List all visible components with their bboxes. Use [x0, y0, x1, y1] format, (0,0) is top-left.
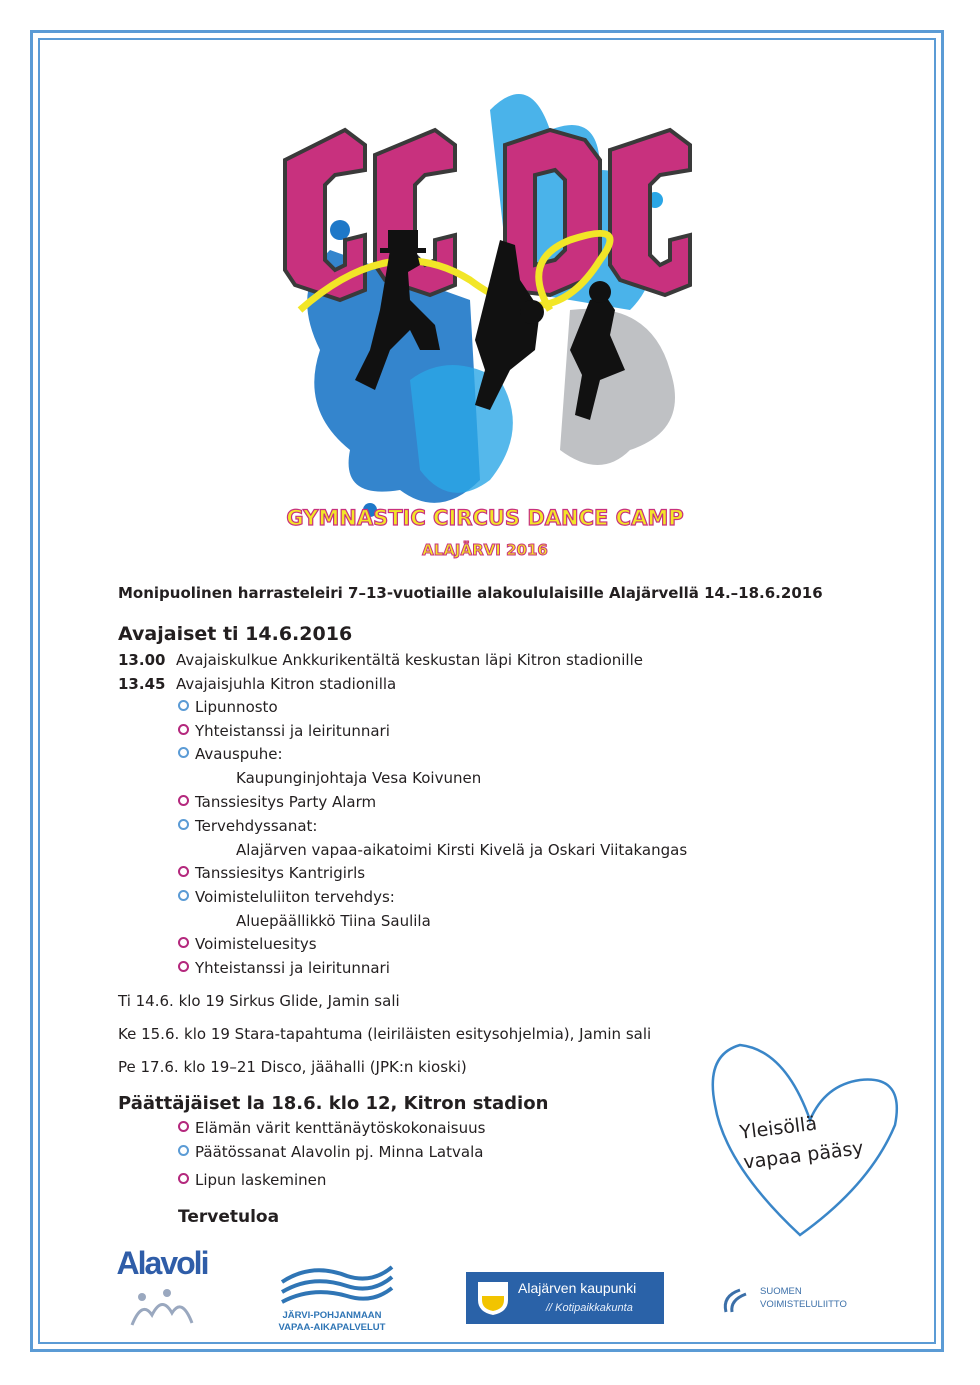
bullet-icon — [178, 724, 189, 735]
intro-text: Monipuolinen harrasteleiri 7–13-vuotiaille alakoululaisille Alajärvellä 14.–18.6.2016 — [118, 584, 823, 602]
program-item — [178, 959, 390, 977]
suomi-line1: SUOMEN — [760, 1286, 802, 1297]
jarvi-line2: VAPAA-AIKAPALVELUT — [278, 1322, 386, 1333]
program-item — [178, 1143, 483, 1161]
coat-of-arms-icon — [476, 1280, 510, 1316]
logo-subtitle: GYMNASTIC CIRCUS DANCE CAMP — [286, 506, 684, 530]
free-entry-line2: vapaa pääsy — [742, 1137, 865, 1174]
program-item-label: Tanssiesitys Party Alarm — [195, 793, 377, 811]
program-item — [178, 817, 317, 835]
program-item — [178, 1171, 326, 1189]
closing-heading: Päättäjäiset la 18.6. klo 12, Kitron stadion — [118, 1093, 549, 1114]
voimisteluliitto-logo — [718, 1280, 878, 1320]
bullet-icon — [178, 866, 189, 877]
program-item — [178, 793, 376, 811]
bullet-icon — [178, 1121, 189, 1132]
program-item-label: Lipun laskeminen — [195, 1171, 327, 1189]
program-item-label: Yhteistanssi ja leiritunnari — [195, 959, 390, 977]
program-item — [178, 1119, 485, 1137]
opening-heading: Avajaiset ti 14.6.2016 — [118, 623, 353, 645]
bullet-icon — [178, 961, 189, 972]
schedule-text: Avajaiskulkue Ankkurikentältä keskustan läpi Kitron stadionille — [176, 651, 643, 669]
program-item — [178, 745, 283, 763]
program-speaker: Alajärven vapaa-aikatoimi Kirsti Kivelä ja Oskari Viitakangas — [236, 841, 688, 859]
bullet-icon — [178, 937, 189, 948]
alavoli-wordmark: Alavoli — [116, 1245, 208, 1281]
program-item-label: Voimisteluliiton tervehdys: — [195, 888, 395, 906]
alavoli-logo — [112, 1245, 212, 1340]
bullet-icon — [178, 700, 189, 711]
schedule-time: 13.45 — [118, 675, 166, 693]
program-speaker: Kaupunginjohtaja Vesa Koivunen — [236, 769, 482, 787]
program-item — [178, 698, 278, 716]
alajarvi-city-logo — [466, 1272, 664, 1324]
schedule-row — [118, 675, 396, 693]
bullet-icon — [178, 890, 189, 901]
schedule-time: 13.00 — [118, 651, 166, 669]
program-item-label: Voimisteluesitys — [195, 935, 317, 953]
program-item-label: Yhteistanssi ja leiritunnari — [195, 722, 390, 740]
program-item-label: Lipunnosto — [195, 698, 278, 716]
bullet-icon — [178, 795, 189, 806]
program-item — [178, 935, 317, 953]
jarvi-pohjanmaa-logo — [262, 1262, 402, 1338]
bullet-icon — [178, 1145, 189, 1156]
event-line: Ke 15.6. klo 19 Stara-tapahtuma (leiriläisten esitysohjelmia), Jamin sali — [118, 1025, 652, 1043]
bullet-icon — [178, 1173, 189, 1184]
logo-place-year: ALAJÄRVI 2016 — [422, 541, 548, 559]
alajarvi-name: Alajärven kaupunki — [518, 1280, 637, 1296]
welcome-text: Tervetuloa — [178, 1207, 280, 1227]
program-item-label: Avauspuhe: — [195, 745, 283, 763]
event-line: Pe 17.6. klo 19–21 Disco, jäähalli (JPK:n kioski) — [118, 1058, 467, 1076]
alajarvi-slogan: // Kotipaikkakunta — [546, 1302, 633, 1314]
program-item — [178, 888, 395, 906]
suomi-line2: VOIMISTELULIITTO — [760, 1299, 847, 1310]
program-item — [178, 722, 390, 740]
program-speaker: Aluepäällikkö Tiina Saulila — [236, 912, 431, 930]
schedule-text: Avajaisjuhla Kitron stadionilla — [176, 675, 397, 693]
event-line: Ti 14.6. klo 19 Sirkus Glide, Jamin sali — [118, 992, 400, 1010]
program-item-label: Tanssiesitys Kantrigirls — [195, 864, 366, 882]
waves-icon — [277, 1262, 397, 1307]
program-item — [178, 864, 365, 882]
jarvi-line1: JÄRVI-POHJANMAAN — [282, 1310, 382, 1321]
program-item-label: Tervehdyssanat: — [195, 817, 318, 835]
gymnast-figures-icon — [122, 1285, 202, 1335]
swirl-icon — [718, 1282, 754, 1318]
schedule-row — [118, 651, 643, 669]
free-entry-line1: Yleisöllä — [738, 1112, 819, 1144]
bullet-icon — [178, 819, 189, 830]
program-item-label: Päätössanat Alavolin pj. Minna Latvala — [195, 1143, 484, 1161]
camp-logo — [270, 50, 710, 570]
program-item-label: Elämän värit kenttänäytöskokonaisuus — [195, 1119, 486, 1137]
bullet-icon — [178, 747, 189, 758]
